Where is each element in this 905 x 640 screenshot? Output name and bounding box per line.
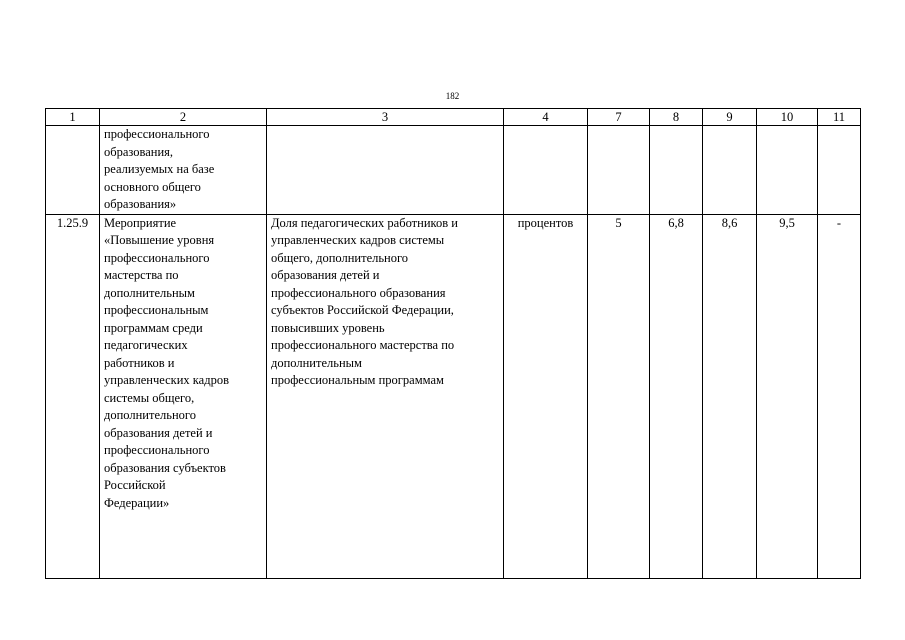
header-cell-1: 1 — [46, 109, 100, 126]
header-cell-8: 8 — [650, 109, 703, 126]
header-cell-2: 2 — [100, 109, 267, 126]
unit-cell: процентов — [504, 214, 588, 578]
value-cell-8: 6,8 — [650, 214, 703, 578]
value-cell-9: 8,6 — [703, 214, 757, 578]
header-cell-7: 7 — [588, 109, 650, 126]
value-cell-11: - — [818, 214, 861, 578]
row-number-cell: 1.25.9 — [46, 214, 100, 578]
indicators-table — [45, 108, 861, 579]
value-cell-9 — [703, 126, 757, 215]
event-name-cell: Мероприятие «Повышение уровня профессионального мастерства по дополнительным профессиональным программам среди педагогических работников и управленческих кадров системы общего, дополнительного образования детей и профессионального образования субъектов Российской Федерации» — [100, 214, 267, 578]
row-number-cell — [46, 126, 100, 215]
table-row — [46, 214, 861, 578]
indicator-cell — [267, 126, 504, 215]
indicator-cell: Доля педагогических работников и управленческих кадров системы общего, дополнительного образования детей и профессионального образования субъектов Российской Федерации, повысивших уровень профессионального мастерства по дополнительным профессиональным программам — [267, 214, 504, 578]
value-cell-10 — [757, 126, 818, 215]
page-number: 182 — [445, 91, 460, 101]
header-row — [46, 109, 861, 126]
unit-cell — [504, 126, 588, 215]
header-cell-11: 11 — [818, 109, 861, 126]
value-cell-8 — [650, 126, 703, 215]
header-cell-3: 3 — [267, 109, 504, 126]
value-cell-10: 9,5 — [757, 214, 818, 578]
value-cell-7: 5 — [588, 214, 650, 578]
header-cell-9: 9 — [703, 109, 757, 126]
value-cell-7 — [588, 126, 650, 215]
header-cell-10: 10 — [757, 109, 818, 126]
event-name-cell: профессионального образования, реализуемых на базе основного общего образования» — [100, 126, 267, 215]
table-row — [46, 126, 861, 215]
header-cell-4: 4 — [504, 109, 588, 126]
value-cell-11 — [818, 126, 861, 215]
